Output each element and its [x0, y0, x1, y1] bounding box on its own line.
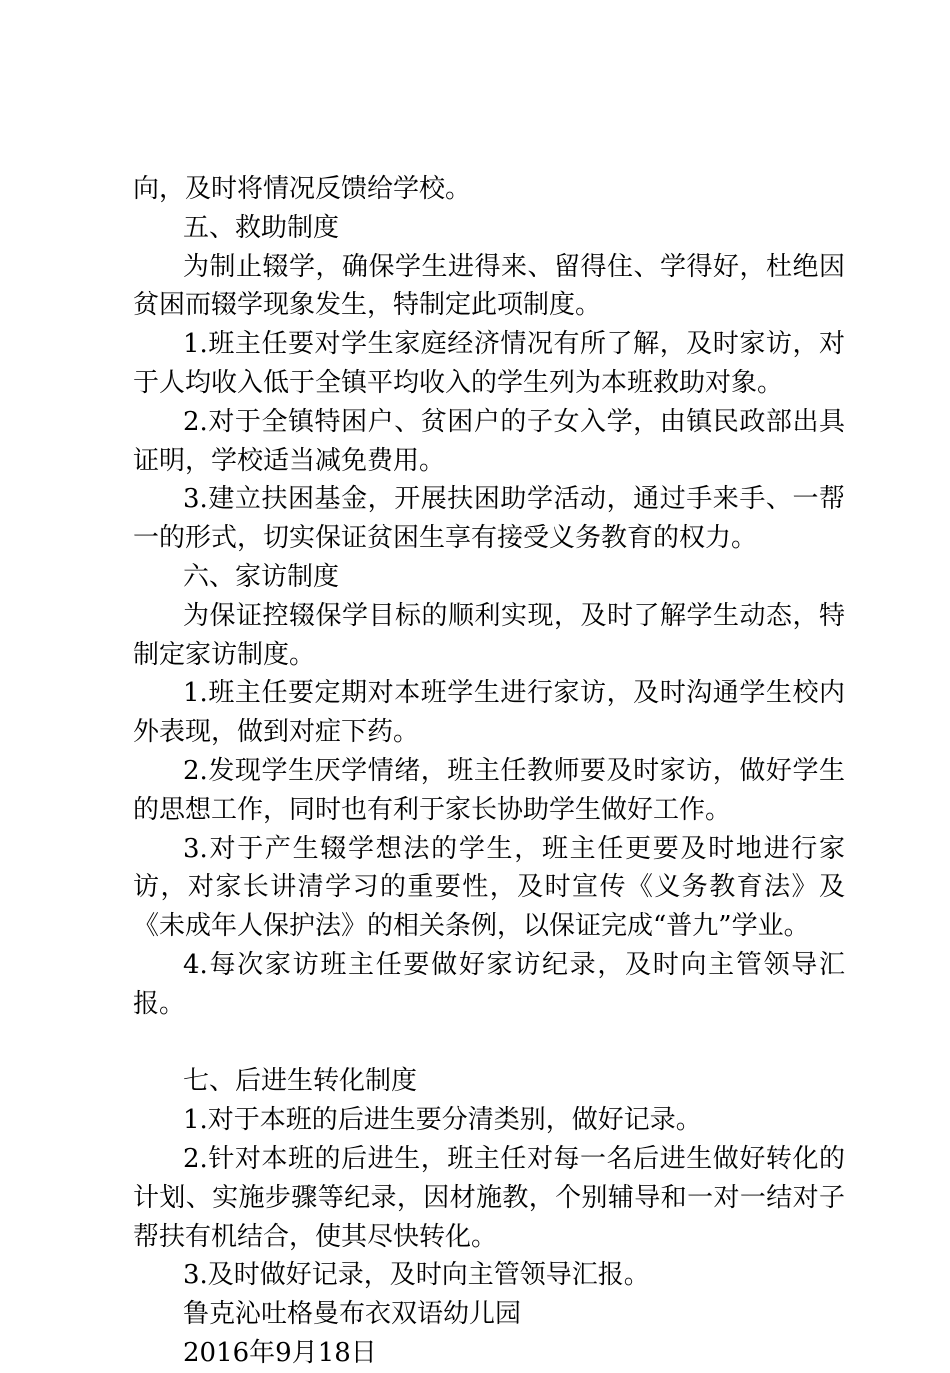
paragraph-relief-item-1: 1.班主任要对学生家庭经济情况有所了解，及时家访，对于人均收入低于全镇平均收入的学生列为本班救助对象。 — [133, 329, 845, 398]
paragraph-relief-item-3: 3.建立扶困基金，开展扶困助学活动，通过手来手、一帮一的形式，切实保证贫困生享有接受义务教育的权力。 — [133, 484, 845, 554]
section-heading-underachiever: 七、后进生转化制度 — [183, 1066, 418, 1097]
paragraph-continuation: 向，及时将情况反馈给学校。 — [133, 174, 472, 204]
paragraph-home-visit-intro: 为保证控辍保学目标的顺利实现，及时了解学生动态，特制定家访制度。 — [133, 600, 845, 670]
signature-date: 2016年9月18日 — [183, 1337, 377, 1368]
document-body — [133, 170, 845, 1373]
section-heading-home-visit: 六、家访制度 — [183, 561, 340, 592]
paragraph-home-visit-item-4: 4.每次家访班主任要做好家访纪录，及时向主管领导汇报。 — [133, 949, 845, 1019]
section-heading-relief: 五、救助制度 — [183, 212, 340, 243]
blank-line — [133, 1024, 845, 1063]
paragraph-underachiever-item-3: 3.及时做好记录，及时向主管领导汇报。 — [183, 1260, 650, 1291]
paragraph-underachiever-item-2: 2.针对本班的后进生，班主任对每一名后进生做好转化的计划、实施步骤等纪录，因材施教，个别辅导和一对一结对子帮扶有机结合，使其尽快转化。 — [133, 1143, 845, 1252]
paragraph-underachiever-item-1: 1.对于本班的后进生要分清类别，做好记录。 — [183, 1105, 702, 1136]
paragraph-home-visit-item-1: 1.班主任要定期对本班学生进行家访，及时沟通学生校内外表现，做到对症下药。 — [133, 678, 845, 748]
paragraph-relief-intro: 为制止辍学，确保学生进得来、留得住、学得好，杜绝因贫困而辍学现象发生，特制定此项制度。 — [133, 251, 845, 321]
paragraph-relief-item-2: 2.对于全镇特困户、贫困户的子女入学，由镇民政部出具证明，学校适当减免费用。 — [133, 406, 845, 476]
paragraph-home-visit-item-2: 2.发现学生厌学情绪，班主任教师要及时家访，做好学生的思想工作，同时也有利于家长协助学生做好工作。 — [133, 755, 845, 825]
signature-organization: 鲁克沁吐格曼布衣双语幼儿园 — [183, 1299, 522, 1330]
paragraph-home-visit-item-3: 3.对于产生辍学想法的学生，班主任更要及时地进行家访，对家长讲清学习的重要性，及时宣传《义务教育法》及《未成年人保护法》的相关条例，以保证完成“普九”学业。 — [133, 833, 845, 942]
